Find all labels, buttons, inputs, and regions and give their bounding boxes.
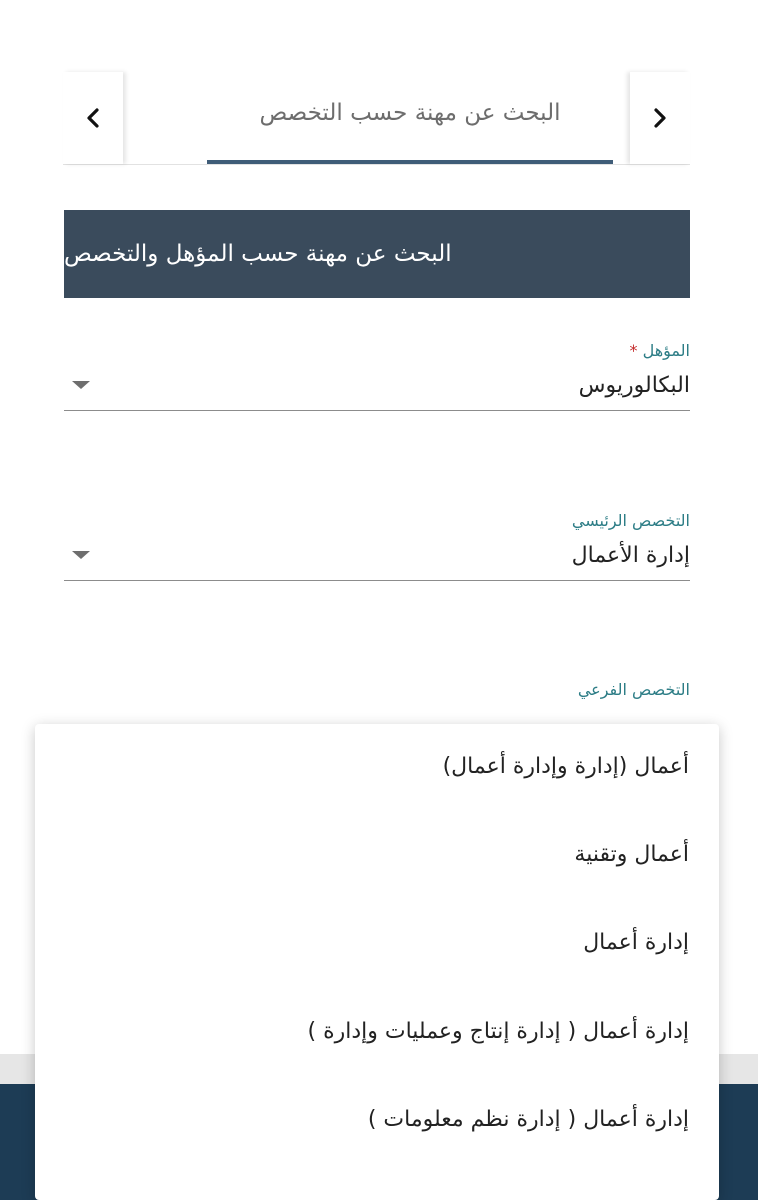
sub-major-option[interactable]: أعمال وتقنية bbox=[574, 842, 689, 867]
section-header bbox=[64, 210, 690, 298]
tab-label: البحث عن مهنة حسب التخصص bbox=[259, 100, 561, 126]
sub-major-option[interactable]: أعمال (إدارة وإدارة أعمال) bbox=[442, 754, 689, 779]
sub-major-option[interactable]: إدارة أعمال bbox=[583, 930, 689, 955]
sub-major-label: التخصص الفرعي bbox=[577, 680, 690, 699]
section-title: البحث عن مهنة حسب المؤهل والتخصص bbox=[64, 241, 452, 267]
qualification-value: البكالوريوس bbox=[578, 372, 690, 398]
caret-down-icon bbox=[72, 381, 90, 389]
chevron-left-icon bbox=[84, 107, 102, 129]
major-field bbox=[64, 511, 690, 581]
required-mark: * bbox=[629, 341, 638, 360]
qualification-label-text: المؤهل bbox=[642, 341, 690, 360]
tab-bar bbox=[63, 72, 690, 165]
qualification-field bbox=[64, 341, 690, 411]
major-label: التخصص الرئيسي bbox=[571, 511, 690, 530]
qualification-label bbox=[64, 341, 690, 360]
tab-search-by-major[interactable] bbox=[207, 72, 613, 164]
chevron-right-icon bbox=[651, 107, 669, 129]
major-select[interactable] bbox=[64, 530, 690, 581]
tab-active-indicator bbox=[207, 160, 613, 164]
sub-major-option[interactable]: إدارة أعمال ( إدارة إنتاج وعمليات وإدارة ) bbox=[307, 1019, 689, 1044]
sub-major-option[interactable]: إدارة أعمال ( إدارة نظم معلومات ) bbox=[367, 1107, 689, 1132]
caret-down-icon bbox=[72, 551, 90, 559]
tab-prev-button[interactable] bbox=[63, 72, 123, 164]
qualification-select[interactable] bbox=[64, 360, 690, 411]
sub-major-dropdown bbox=[35, 724, 719, 1200]
major-value: إدارة الأعمال bbox=[571, 542, 690, 568]
sub-major-field bbox=[64, 680, 690, 699]
tab-next-button[interactable] bbox=[630, 72, 690, 164]
